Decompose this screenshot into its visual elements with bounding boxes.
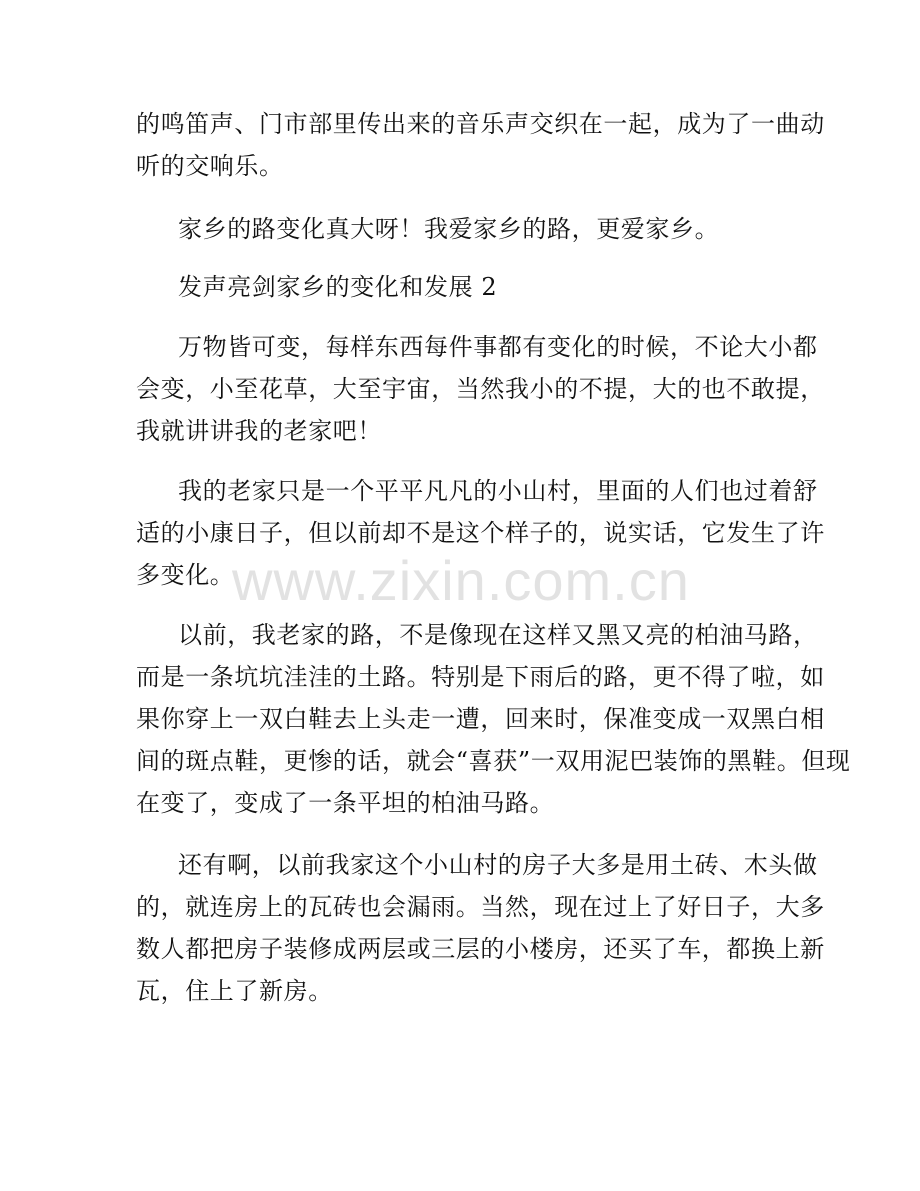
text-line: 数人都把房子装修成两层或三层的小楼房，还买了车，都换上新 (136, 935, 825, 963)
text-line: 而是一条坑坑洼洼的土路。特别是下雨后的路，更不得了啦，如 (136, 663, 825, 691)
section-heading (136, 266, 786, 308)
text-line: 的鸣笛声、门市部里传出来的音乐声交织在一起，成为了一曲动 (136, 110, 825, 138)
text-line: 我的老家只是一个平平凡凡的小山村，里面的人们也过着舒 (178, 477, 818, 505)
text-line: 还有啊，以前我家这个小山村的房子大多是用土砖、木头做 (178, 851, 818, 879)
text-line: 会变，小至花草，大至宇宙，当然我小的不提，大的也不敢提， (136, 375, 825, 403)
text-line: 果你穿上一双白鞋去上头走一遭，回来时，保准变成一双黑白相 (136, 705, 825, 733)
text-line: 的，就连房上的瓦砖也会漏雨。当然，现在过上了好日子，大多 (136, 893, 825, 921)
text-line: 万物皆可变，每样东西每件事都有变化的时候，不论大小都 (178, 333, 818, 361)
paragraph-2 (136, 208, 786, 250)
text-line: 适的小康日子，但以前却不是这个样子的，说实话，它发生了许 (136, 519, 825, 547)
text-line: 在变了，变成了一条平坦的柏油马路。 (136, 789, 555, 817)
text-line: 发声亮剑家乡的变化和发展 2 (178, 273, 498, 301)
text-line: 瓦，住上了新房。 (136, 977, 333, 1005)
text-line: 以前，我老家的路，不是像现在这样又黑又亮的柏油马路， (178, 621, 818, 649)
text-line: 听的交响乐。 (136, 152, 284, 180)
text-line: 家乡的路变化真大呀！我爱家乡的路，更爱家乡。 (178, 215, 720, 243)
paragraph-4 (136, 470, 825, 596)
text-line: 我就讲讲我的老家吧！ (136, 417, 382, 445)
paragraph-1 (136, 103, 825, 187)
text-line: 多变化。 (136, 561, 235, 589)
paragraph-5 (136, 614, 851, 824)
watermark: www.zixin.com.cn (232, 549, 690, 612)
paragraph-3 (136, 326, 825, 452)
text-line: 间的斑点鞋，更惨的话，就会“喜获”一双用泥巴装饰的黑鞋。但现 (136, 747, 851, 775)
paragraph-6 (136, 844, 825, 1012)
